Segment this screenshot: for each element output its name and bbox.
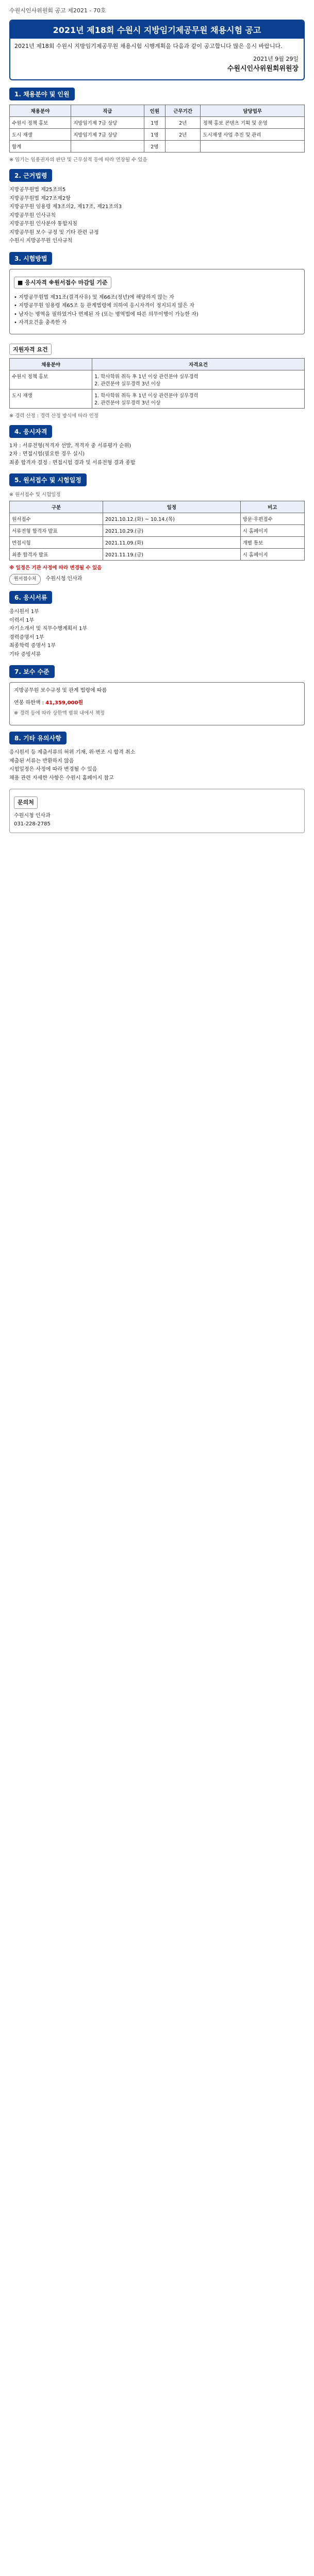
requirements-block	[9, 341, 305, 419]
table-row	[10, 537, 305, 549]
section-2-title: 2. 근거법령	[9, 169, 52, 182]
law-item: 지방공무원 보수 규정 및 기타 관련 규정	[9, 229, 99, 235]
th-field: 채용분야	[10, 105, 71, 117]
note-item: 시험일정은 사정에 따라 변경될 수 있음	[9, 767, 97, 773]
section-4-title: 4. 응시자격	[9, 425, 52, 438]
cell-date: 2021.11.09.(화)	[103, 537, 241, 549]
th-period: 근무기간	[165, 105, 201, 117]
th-grade: 직급	[71, 105, 144, 117]
table-row	[10, 117, 305, 129]
cell-req: 1. 학사학위 취득 후 1년 이상 관련분야 실무경력 2. 관련분야 실무경력 3년 이상	[92, 370, 305, 389]
section-5	[9, 473, 305, 486]
section-5-title: 5. 원서접수 및 시험일정	[9, 473, 87, 486]
cell-req: 1. 학사학위 취득 후 1년 이상 관련분야 실무경력 2. 관련분야 실무경력 3년 이상	[92, 389, 305, 408]
cell-period: 2년	[165, 117, 201, 129]
org-name: 수원시인사위원회위원장	[227, 64, 299, 73]
eligibility-subhead: ■ 응시자격 ※원서접수 마감일 기준	[14, 277, 111, 289]
salary-label: 연봉 하한액 :	[14, 700, 44, 706]
section-6	[9, 591, 305, 604]
th-date: 일정	[103, 501, 241, 513]
section-6-title: 6. 응시서류	[9, 591, 52, 604]
cell-date: 2021.11.19.(금)	[103, 549, 241, 561]
section-7-title: 7. 보수 수준	[9, 665, 55, 678]
contact-box	[9, 789, 305, 833]
salary-box	[9, 682, 305, 725]
cell-step: 면접시험	[10, 537, 103, 549]
cell-field: 도시 재생	[10, 129, 71, 141]
note-item: 채용 관련 자세한 사항은 수원시 홈페이지 참고	[9, 775, 114, 781]
table-row	[10, 513, 305, 525]
document-item: 응시원서 1부	[9, 609, 39, 615]
requirements-table	[9, 358, 305, 409]
cell-step: 원서접수	[10, 513, 103, 525]
submission-place	[9, 574, 305, 585]
cell-grade: 지방임기제 7급 상당	[71, 129, 144, 141]
document-item: 자기소개서 및 직무수행계획서 1부	[9, 626, 88, 632]
contact-title: 문의처	[14, 796, 38, 809]
exam-method-item: 최종 합격자 결정 : 면접시험 결과 및 서류전형 결과 종합	[9, 460, 136, 466]
cell-duty	[201, 141, 305, 152]
cell-date: 2021.10.12.(화) ~ 10.14.(목)	[103, 513, 241, 525]
cell-count: 1명	[144, 117, 165, 129]
law-item: 수원시 지방공무원 인사규칙	[9, 238, 73, 244]
th-duty: 담당업무	[201, 105, 305, 117]
cell-grade: 지방임기제 7급 상당	[71, 117, 144, 129]
cell-grade	[71, 141, 144, 152]
cell-duty: 도시재생 사업 추진 및 관리	[201, 129, 305, 141]
section-1	[9, 88, 305, 100]
table-row	[10, 525, 305, 537]
submission-label: 원서접수처	[9, 574, 41, 585]
document-item: 이력서 1부	[9, 617, 35, 623]
date-org	[10, 55, 299, 74]
law-item: 지방공무원법 제25조의5	[9, 187, 66, 193]
document-item: 최종학력 증명서 1부	[9, 643, 56, 649]
document-item: 경력증명서 1부	[9, 634, 44, 640]
requirements-title: 지원자격 요건	[9, 344, 52, 355]
law-item: 지방공무원 인사분야 통합지침	[9, 221, 77, 227]
note-item: 응시원서 등 제출서류의 허위 기재, 위·변조 시 합격 취소	[9, 750, 136, 756]
note-item: 제출된 서류는 반환하지 않음	[9, 758, 74, 764]
section-3-title: 3. 시험방법	[9, 252, 52, 265]
eligibility-line: • 남자는 병역을 필하였거나 면제된 자 (또는 병역법에 따른 의무이행이 가능한 자)	[14, 311, 199, 317]
section-8-title: 8. 기타 유의사항	[9, 732, 67, 744]
th-req: 자격요건	[92, 358, 305, 370]
salary-value: 41,359,000원	[45, 700, 84, 706]
schedule-notice: ※ 일정은 기관 사정에 따라 변경될 수 있음	[9, 565, 102, 571]
law-list	[9, 186, 305, 246]
section-4	[9, 425, 305, 438]
announcement-number: 수원시인사위원회 공고 제2021 - 70호	[9, 7, 106, 14]
table-row	[10, 549, 305, 561]
eligibility-line: • 자격요건을 충족한 자	[14, 320, 67, 326]
exam-method-list	[9, 442, 305, 468]
schedule-table	[9, 501, 305, 561]
exam-method-item: 2차 : 면접시험(필요한 경우 실시)	[9, 451, 85, 457]
intro-text: 2021년 제18회 수원시 지방임기제공무원 채용시험 시행계획을 다음과 같이 공고합니다 많은 응시 바랍니다.	[14, 43, 283, 49]
cell-remark: 시 홈페이지	[240, 525, 304, 537]
section-7	[9, 665, 305, 678]
recruitment-note: ※ 임기는 임용권자의 판단 및 근무실적 등에 따라 연장될 수 있음	[9, 157, 147, 163]
requirements-note: ※ 경력 산정 : 경력 산정 방식에 따라 인정	[9, 413, 98, 419]
cell-duty: 정책 홍보 콘텐츠 기획 및 운영	[201, 117, 305, 129]
section-3	[9, 252, 305, 265]
document-item: 기타 증빙서류	[9, 651, 41, 657]
salary-note: ※ 경력 등에 따라 상한액 범위 내에서 책정	[14, 710, 105, 717]
cell-count: 1명	[144, 129, 165, 141]
eligibility-line: • 지방공무원법 제31조(결격사유) 및 제66조(정년)에 해당하지 않는 자	[14, 294, 174, 300]
salary-row	[14, 699, 300, 707]
announcement-date: 2021년 9월 29일	[253, 56, 299, 63]
law-item: 지방공무원법 제27조제2항	[9, 195, 71, 201]
law-item: 지방공무원 임용령 제3조의2, 제17조, 제21조의3	[9, 204, 122, 210]
cell-step: 최종 합격자 발표	[10, 549, 103, 561]
salary-text: 지방공무원 보수규정 및 관계 법령에 따름	[14, 688, 107, 694]
cell-req-field: 수원시 정책 홍보	[10, 370, 92, 389]
cell-field: 합계	[10, 141, 71, 152]
th-remark: 비고	[240, 501, 304, 513]
cell-remark: 시 홈페이지	[240, 549, 304, 561]
cell-count: 2명	[144, 141, 165, 152]
section-2	[9, 169, 305, 182]
table-row	[10, 129, 305, 141]
documents-list	[9, 608, 305, 659]
announcement-title: 2021년 제18회 수원시 지방임기제공무원 채용시험 공고	[10, 21, 304, 39]
cell-period: 2년	[165, 129, 201, 141]
th-step: 구분	[10, 501, 103, 513]
cell-step: 서류전형 합격자 발표	[10, 525, 103, 537]
table-row	[10, 389, 305, 408]
cell-req-field: 도시 재생	[10, 389, 92, 408]
schedule-intro: ※ 원서접수 및 시험일정	[9, 492, 61, 498]
table-row	[10, 370, 305, 389]
title-box	[9, 20, 305, 80]
contact-line: 031-228-2785	[14, 821, 51, 827]
recruitment-table	[9, 105, 305, 152]
cell-period	[165, 141, 201, 152]
cell-remark: 개별 통보	[240, 537, 304, 549]
notes-list	[9, 749, 305, 783]
exam-method-item: 1차 : 서류전형(적격자 선발, 적격자 중 서류평가 순위)	[9, 443, 131, 449]
cell-date: 2021.10.29.(금)	[103, 525, 241, 537]
table-row-total	[10, 141, 305, 152]
eligibility-box	[9, 269, 305, 334]
th-count: 인원	[144, 105, 165, 117]
contact-line: 수원시청 인사과	[14, 812, 51, 819]
submission-value: 수원시청 인사과	[45, 576, 82, 582]
eligibility-line: • 지방공무원 임용령 제65조 등 관계법령에 의하여 응시자격이 정지되지 않은 자	[14, 303, 194, 309]
law-item: 지방공무원 인사규칙	[9, 212, 56, 218]
cell-field: 수원시 정책 홍보	[10, 117, 71, 129]
cell-remark: 방문·우편접수	[240, 513, 304, 525]
section-8	[9, 732, 305, 744]
th-req-field: 채용분야	[10, 358, 92, 370]
eligibility-lines	[14, 294, 300, 328]
section-1-title: 1. 채용분야 및 인원	[9, 88, 75, 100]
